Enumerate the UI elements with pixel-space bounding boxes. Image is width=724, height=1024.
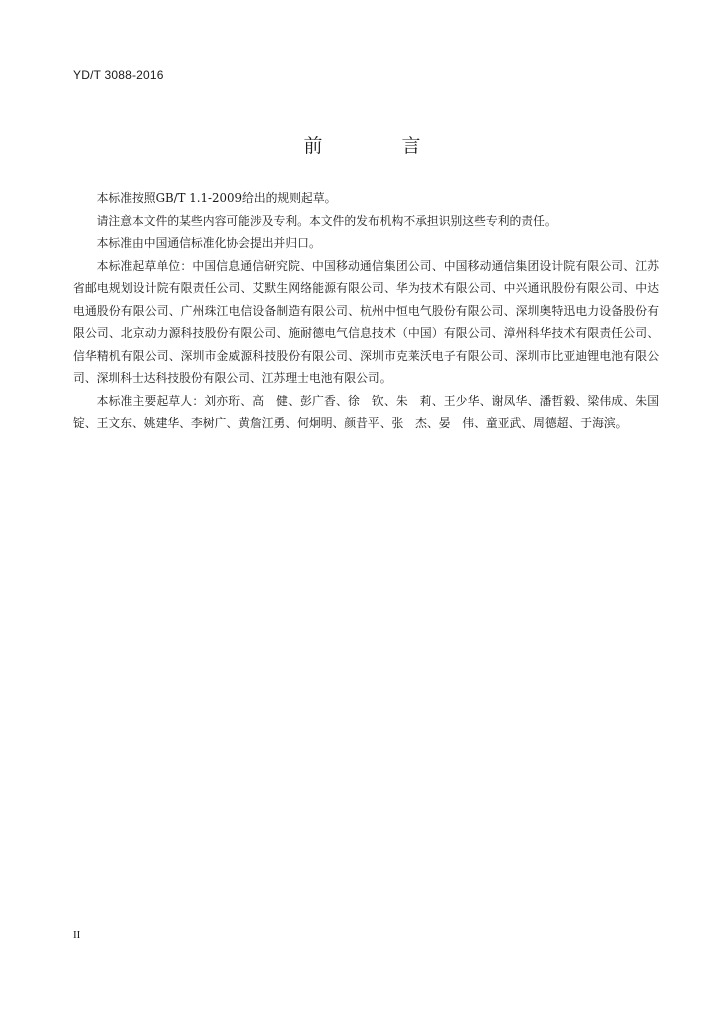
- paragraph-proposer: 本标准由中国通信标准化协会提出并归口。: [96, 236, 321, 250]
- paragraph-drafting-rules: 本标准按照GB/T 1.1-2009给出的规则起草。: [96, 191, 337, 205]
- standard-code: YD/T 3088-2016: [73, 68, 164, 82]
- paragraph-drafting-organizations: 本标准起草单位：中国信息通信研究院、中国移动通信集团公司、中国移动通信集团设计院有限公司、江苏省邮电规划设计院有限责任公司、艾默生网络能源有限公司、华为技术有限公司、中兴通讯股份有限公司、中达电通股份有限公司、广州珠江电信设备制造有限公司、杭州中恒电气股份有限公司、深圳奥特迅电力设备股份有限公司、北京动力源科技股份有限公司、施耐德电气信息技术（中国）有限公司、漳州科华技术有限责任公司、信华精机有限公司、深圳市金威源科技股份有限公司、深圳市克莱沃电子有限公司、深圳市比亚迪锂电池有限公司、深圳科士达科技股份有限公司、江苏理士电池有限公司。: [73, 258, 659, 385]
- page-number: II: [73, 929, 81, 941]
- foreword-body: [73, 187, 659, 435]
- paragraph-patent-notice: 请注意本文件的某些内容可能涉及专利。本文件的发布机构不承担识别这些专利的责任。: [96, 213, 557, 228]
- page-title: 前 言: [303, 135, 451, 157]
- paragraph-drafters: 本标准主要起草人：刘亦珩、高 健、彭广香、徐 钦、朱 莉、王少华、谢凤华、潘哲毅、梁伟成、朱国锭、王文东、姚建华、李树广、黄詹江勇、何炯明、颜昔平、张 杰、晏 伟、童亚武、周德超、于海滨。: [73, 393, 659, 430]
